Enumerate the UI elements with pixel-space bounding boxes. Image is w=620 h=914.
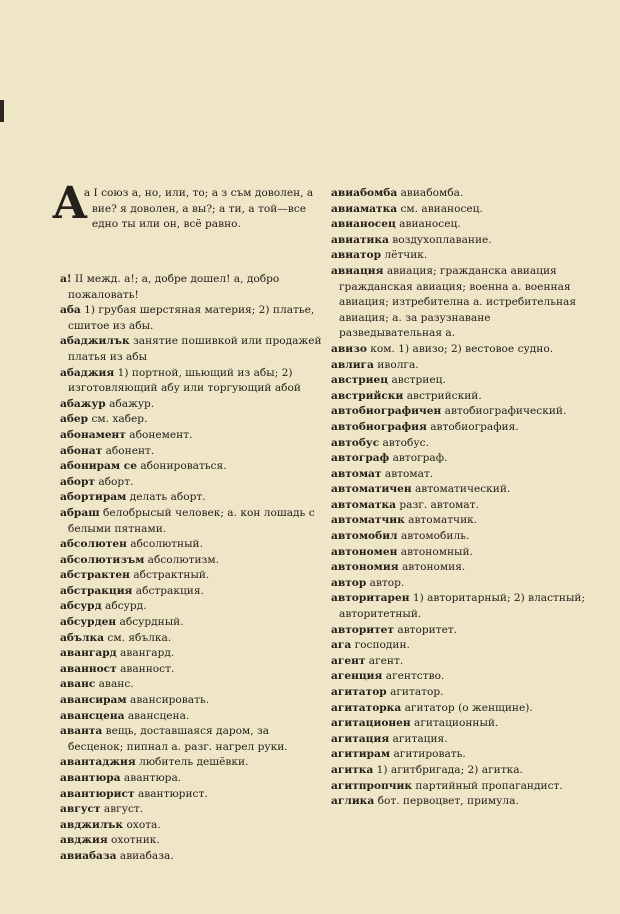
dictionary-entry bbox=[60, 755, 322, 771]
entry-headword: авантюра bbox=[60, 772, 121, 784]
dictionary-entry bbox=[60, 833, 322, 849]
entry-text: см. авианосец. bbox=[400, 202, 483, 215]
entry-headword: агитпропчик bbox=[331, 779, 413, 792]
entry-headword: автобиографичен bbox=[331, 405, 442, 418]
entry-headword: абълка bbox=[60, 631, 105, 644]
entry-headword: агитка bbox=[331, 763, 374, 776]
entry-text: агитатор (о женщине). bbox=[404, 701, 533, 714]
entry-text: белобрысый человек; а. кон лошадь с белыми пятнами. bbox=[68, 506, 315, 535]
entry-headword: аба bbox=[60, 304, 81, 317]
dictionary-entry bbox=[331, 545, 593, 561]
entry-headword: авиабаза bbox=[60, 849, 117, 862]
entry-headword: абаджия bbox=[60, 366, 115, 379]
entry-text: делать аборт. bbox=[129, 491, 206, 504]
dictionary-entry bbox=[331, 560, 593, 576]
entry-text: охота. bbox=[126, 818, 161, 831]
entry-text: абонент. bbox=[105, 444, 155, 457]
entry-headword: авиаматка bbox=[331, 202, 398, 215]
dictionary-entry bbox=[60, 444, 322, 460]
entry-headword: авангард bbox=[60, 647, 117, 660]
entry-headword: авансирам bbox=[60, 694, 127, 707]
entry-headword: автономия bbox=[331, 561, 399, 574]
entry-text: абонироваться. bbox=[140, 460, 227, 473]
entry-text: партийный пропагандист. bbox=[415, 779, 563, 792]
entry-text: автоматический. bbox=[414, 483, 511, 496]
entry-text: агитатор. bbox=[390, 686, 444, 698]
entry-text: автономия. bbox=[401, 561, 466, 574]
dictionary-entry bbox=[331, 529, 593, 545]
entry-headword: автор bbox=[331, 576, 367, 589]
dictionary-entry bbox=[60, 334, 322, 365]
entry-headword: абраш bbox=[60, 506, 100, 519]
entry-text: занятие пошивкой или продажей платья из абы bbox=[68, 335, 322, 363]
entry-headword: авизо bbox=[331, 342, 367, 355]
dictionary-entry bbox=[60, 475, 322, 491]
entry-text: абстракция. bbox=[135, 584, 204, 597]
page-edge-mark bbox=[0, 100, 4, 122]
entry-headword: авантаджия bbox=[60, 756, 136, 769]
dictionary-entry bbox=[60, 397, 322, 413]
entry-headword: авторитет bbox=[331, 623, 394, 636]
entry-headword: абажур bbox=[60, 397, 106, 410]
dictionary-entry bbox=[331, 451, 593, 467]
entry-text: агитационный. bbox=[414, 717, 499, 730]
entry-headword: А bbox=[52, 178, 88, 229]
entry-headword: агитационен bbox=[331, 717, 411, 730]
dictionary-entry bbox=[60, 646, 322, 662]
entry-headword: абер bbox=[60, 413, 89, 426]
entry-text: август. bbox=[103, 803, 144, 816]
dictionary-entry bbox=[331, 779, 593, 795]
dictionary-entry bbox=[60, 849, 322, 865]
entry-text: вещь, доставшаяся даром, за бесценок; пипнал а. разг. нагрел руки. bbox=[68, 725, 288, 753]
dictionary-entry bbox=[331, 233, 593, 249]
entry-headword: авианосец bbox=[331, 218, 396, 231]
dictionary-entry bbox=[331, 373, 593, 389]
dictionary-entry bbox=[331, 264, 593, 342]
entry-headword: абсолютен bbox=[60, 538, 127, 551]
entry-headword: австрийски bbox=[331, 389, 404, 402]
entry-text: авансцена. bbox=[127, 709, 190, 722]
entry-headword: авантюрист bbox=[60, 787, 135, 800]
entry-headword: авиабомба bbox=[331, 187, 398, 199]
entry-text: аборт. bbox=[98, 475, 134, 488]
entry-text: авиабаза. bbox=[119, 849, 174, 862]
dictionary-entry bbox=[60, 662, 322, 678]
entry-headword: абонамент bbox=[60, 428, 126, 441]
entry-text: 1) авторитарный; 2) властный; авторитетный. bbox=[339, 592, 586, 621]
entry-headword: а! bbox=[60, 273, 72, 285]
entry-headword: аванност bbox=[60, 662, 117, 675]
left-column bbox=[52, 178, 322, 865]
dictionary-entry bbox=[60, 272, 322, 303]
entry-text: автомобиль. bbox=[400, 530, 470, 543]
dictionary-entry bbox=[60, 506, 322, 537]
dictionary-entry bbox=[331, 420, 593, 436]
entry-text: абсолютизм. bbox=[147, 553, 219, 566]
entry-headword: агенция bbox=[331, 670, 383, 683]
entry-headword: автоматка bbox=[331, 498, 397, 511]
dictionary-entry bbox=[331, 638, 593, 654]
entry-text: автономный. bbox=[400, 545, 473, 558]
entry-headword: абсурд bbox=[60, 600, 102, 613]
dictionary-entry bbox=[331, 217, 593, 233]
dictionary-entry bbox=[60, 428, 322, 444]
entry-text: авторитет. bbox=[397, 623, 458, 636]
entry-headword: агитаторка bbox=[331, 701, 402, 714]
entry-headword: авиатика bbox=[331, 233, 389, 246]
entry-text: 1) портной, шьющий из абы; 2) изготовляющий абу или торгующий абой bbox=[68, 366, 301, 395]
entry-text: авантюра. bbox=[123, 772, 182, 784]
entry-text: агентство. bbox=[385, 670, 445, 683]
entry-headword: авансцена bbox=[60, 709, 125, 722]
dictionary-entry bbox=[60, 787, 322, 803]
dictionary-entry bbox=[60, 818, 322, 834]
entry-text: авиация; гражданска авиация гражданская авиация; военна а. военная авиация; изтребителна а. истребительная авиация; а. за разузнаване разведывательная а. bbox=[339, 264, 577, 340]
dictionary-entry bbox=[331, 685, 593, 701]
entry-text: австриец. bbox=[391, 374, 446, 387]
entry-text: автоматчик. bbox=[408, 514, 478, 527]
entry-text: абсолютный. bbox=[130, 538, 203, 551]
entry-text: воздухоплавание. bbox=[392, 233, 492, 246]
dictionary-entry bbox=[331, 513, 593, 529]
dictionary-entry bbox=[60, 303, 322, 334]
entry-text: авантюрист. bbox=[137, 787, 208, 800]
entry-headword: автоматчик bbox=[331, 514, 405, 527]
dictionary-entry bbox=[331, 358, 593, 374]
dictionary-entry bbox=[60, 553, 322, 569]
dictionary-entry bbox=[331, 482, 593, 498]
entry-text: II межд. а!; а, добре дошел! а, добро пожаловать! bbox=[68, 273, 280, 301]
entry-headword: абаджилък bbox=[60, 335, 130, 348]
dictionary-entry bbox=[331, 202, 593, 218]
dictionary-entry bbox=[331, 436, 593, 452]
entry-headword: абсурден bbox=[60, 616, 117, 629]
entry-text: любитель дешёвки. bbox=[139, 756, 249, 769]
entry-text: авианосец. bbox=[399, 218, 461, 231]
dictionary-entry bbox=[331, 732, 593, 748]
entry-headword: абстрактен bbox=[60, 569, 130, 582]
entry-headword: австриец bbox=[331, 374, 389, 387]
entry-text: автор. bbox=[369, 576, 405, 589]
entry-text: австрийский. bbox=[406, 389, 482, 402]
entry-text: аванност. bbox=[120, 662, 175, 675]
entry-text: ком. 1) авизо; 2) вестовое судно. bbox=[370, 342, 554, 355]
entry-headword: аванта bbox=[60, 725, 103, 738]
entry-headword: агент bbox=[331, 654, 366, 667]
entry-text: господин. bbox=[354, 639, 410, 652]
entry-text: охотник. bbox=[111, 834, 160, 847]
dictionary-entry bbox=[60, 709, 322, 725]
entry-headword: автомат bbox=[331, 467, 382, 480]
entry-headword: автограф bbox=[331, 452, 390, 465]
entry-text: автобиография. bbox=[430, 420, 519, 433]
entry-headword: аванс bbox=[60, 678, 96, 691]
entry-text: лётчик. bbox=[384, 249, 428, 262]
entry-headword: авджилък bbox=[60, 818, 124, 831]
dictionary-entry bbox=[60, 490, 322, 506]
entry-text: а I союз а, но, или, то; а з съм доволен, а вие? я доволен, а вы?; а ти, а той—все едно ты или он, всё равно. bbox=[83, 187, 314, 231]
dictionary-entry bbox=[60, 568, 322, 584]
dictionary-entry bbox=[331, 342, 593, 358]
entry-headword: абонат bbox=[60, 444, 103, 457]
dictionary-entry bbox=[60, 677, 322, 693]
dictionary-entry bbox=[331, 576, 593, 592]
entry-headword: авиатор bbox=[331, 249, 381, 262]
entry-headword: агитирам bbox=[331, 748, 391, 761]
entry-text: агитация. bbox=[392, 732, 448, 745]
dictionary-entry bbox=[52, 178, 322, 272]
entry-text: аванс. bbox=[98, 678, 134, 691]
entry-text: абсурд. bbox=[105, 600, 147, 613]
entry-headword: автоматичен bbox=[331, 483, 412, 496]
dictionary-entry bbox=[60, 537, 322, 553]
entry-text: автобиографический. bbox=[444, 405, 567, 418]
entry-text: абстрактный. bbox=[133, 569, 210, 582]
dictionary-entry bbox=[331, 498, 593, 514]
entry-headword: авлига bbox=[331, 358, 374, 371]
dictionary-entry bbox=[331, 701, 593, 717]
entry-headword: аглика bbox=[331, 795, 375, 808]
dictionary-entry bbox=[60, 366, 322, 397]
dictionary-entry bbox=[331, 404, 593, 420]
dictionary-entry bbox=[331, 654, 593, 670]
entry-text: агитировать. bbox=[393, 748, 466, 761]
dictionary-entry bbox=[60, 693, 322, 709]
entry-headword: авджия bbox=[60, 834, 108, 847]
dictionary-entry bbox=[60, 599, 322, 615]
dictionary-entry bbox=[60, 615, 322, 631]
entry-text: разг. автомат. bbox=[399, 498, 479, 511]
dictionary-entry bbox=[60, 412, 322, 428]
dictionary-entry bbox=[331, 623, 593, 639]
entry-text: автограф. bbox=[392, 452, 448, 465]
entry-headword: автомобил bbox=[331, 530, 398, 543]
entry-headword: абортирам bbox=[60, 491, 127, 504]
dictionary-entry bbox=[331, 467, 593, 483]
dictionary-entry bbox=[331, 794, 593, 810]
dictionary-entry bbox=[60, 802, 322, 818]
dictionary-entry bbox=[331, 763, 593, 779]
entry-headword: авиация bbox=[331, 264, 384, 277]
entry-headword: ага bbox=[331, 639, 352, 652]
dictionary-entry bbox=[331, 591, 593, 622]
dictionary-entry bbox=[60, 724, 322, 755]
entry-text: автобус. bbox=[382, 436, 429, 449]
entry-headword: абонирам се bbox=[60, 460, 137, 473]
entry-text: абонемент. bbox=[129, 428, 193, 441]
entry-headword: агитация bbox=[331, 732, 390, 745]
entry-text: абажур. bbox=[109, 397, 155, 410]
entry-headword: абсолютизъм bbox=[60, 553, 145, 566]
entry-text: иволга. bbox=[377, 358, 419, 371]
entry-text: см. ябълка. bbox=[107, 631, 172, 644]
right-column bbox=[331, 186, 593, 810]
entry-text: см. хабер. bbox=[91, 413, 148, 426]
entry-text: авансировать. bbox=[130, 694, 210, 707]
entry-headword: абстракция bbox=[60, 584, 133, 597]
entry-text: 1) грубая шерстяная материя; 2) платье, сшитое из абы. bbox=[68, 304, 315, 332]
entry-text: авиабомба. bbox=[400, 187, 464, 199]
entry-text: автомат. bbox=[384, 467, 434, 480]
dictionary-entry bbox=[331, 716, 593, 732]
dictionary-entry bbox=[331, 389, 593, 405]
dictionary-entry bbox=[60, 584, 322, 600]
dictionary-entry bbox=[60, 459, 322, 475]
entry-headword: автобус bbox=[331, 436, 380, 449]
entry-text: абсурдный. bbox=[119, 616, 184, 629]
entry-text: авангард. bbox=[120, 647, 175, 660]
entry-headword: аборт bbox=[60, 475, 95, 488]
entry-text: агент. bbox=[368, 654, 404, 667]
dictionary-entry bbox=[60, 631, 322, 647]
dictionary-entry bbox=[331, 747, 593, 763]
entry-headword: август bbox=[60, 803, 101, 816]
entry-headword: авторитарен bbox=[331, 592, 410, 605]
entry-text: 1) агитбригада; 2) агитка. bbox=[376, 763, 523, 776]
entry-headword: автобиография bbox=[331, 420, 427, 433]
entry-headword: агитатор bbox=[331, 686, 387, 698]
dictionary-entry bbox=[331, 669, 593, 685]
entry-text: бот. первоцвет, примула. bbox=[377, 795, 519, 808]
dictionary-entry bbox=[331, 248, 593, 264]
dictionary-entry bbox=[331, 186, 593, 202]
dictionary-entry bbox=[60, 771, 322, 787]
entry-headword: автономен bbox=[331, 545, 398, 558]
